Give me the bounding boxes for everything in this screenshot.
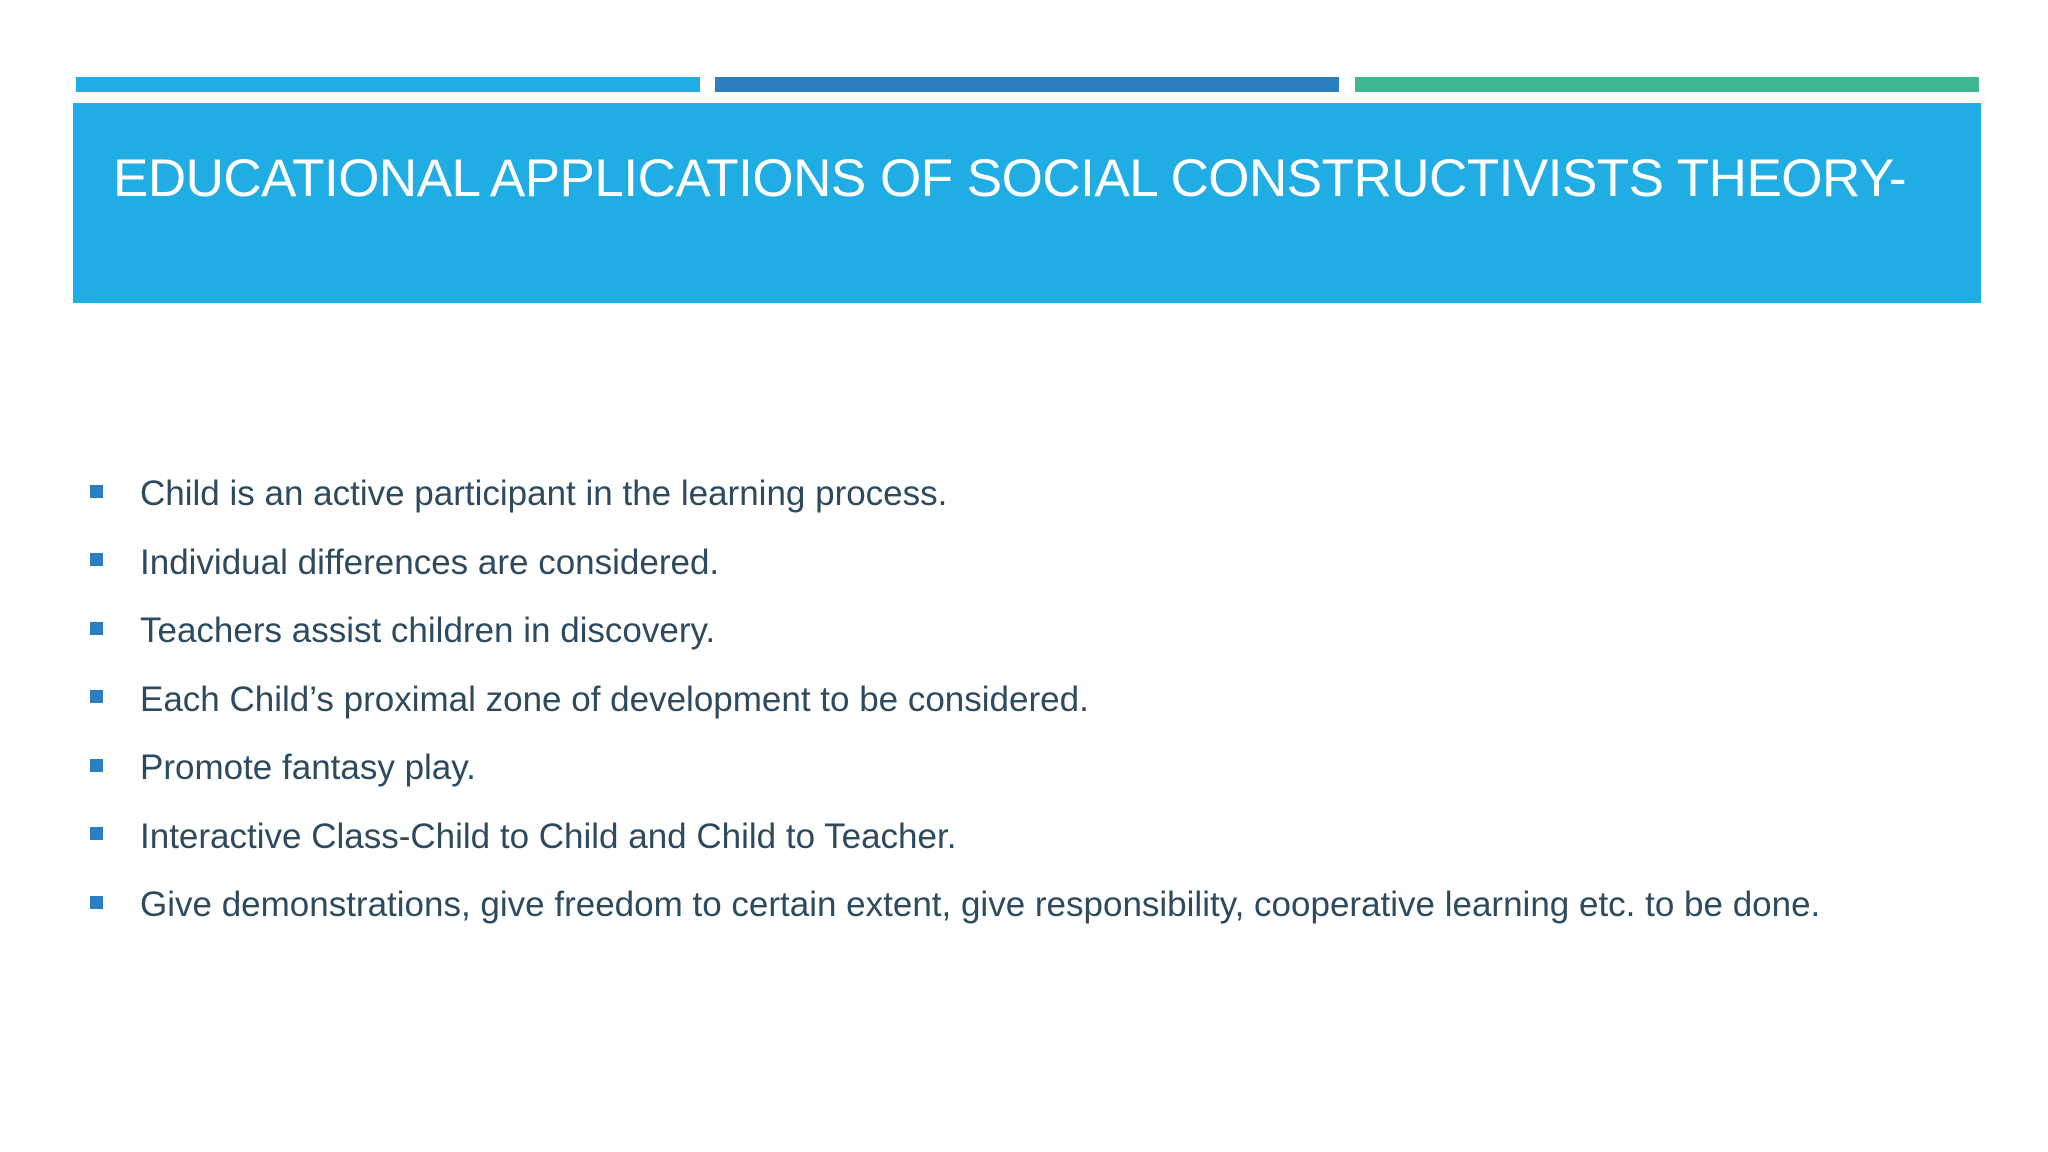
- bullet-text: Promote fantasy play.: [140, 748, 476, 788]
- square-bullet-icon: [90, 553, 103, 566]
- bullet-text: Individual differences are considered.: [140, 542, 720, 582]
- list-item: [90, 871, 1970, 940]
- list-item: [90, 803, 1970, 872]
- bullet-list: [90, 460, 1970, 940]
- list-item: [90, 529, 1970, 598]
- square-bullet-icon: [90, 759, 103, 772]
- list-item: [90, 734, 1970, 803]
- bullet-text: Give demonstrations, give freedom to certain extent, give responsibility, cooperative learning etc. to be done.: [140, 885, 1821, 925]
- bullet-text: Interactive Class-Child to Child and Child to Teacher.: [140, 816, 957, 856]
- square-bullet-icon: [90, 827, 103, 840]
- square-bullet-icon: [90, 622, 103, 635]
- title-band: [73, 103, 1981, 303]
- list-item: [90, 666, 1970, 735]
- bullet-text: Child is an active participant in the learning process.: [140, 474, 948, 514]
- slide-title: EDUCATIONAL APPLICATIONS OF SOCIAL CONSTRUCTIVISTS THEORY-: [113, 149, 1906, 208]
- square-bullet-icon: [90, 896, 103, 909]
- list-item: [90, 460, 1970, 529]
- square-bullet-icon: [90, 690, 103, 703]
- accent-bar-green: [1355, 77, 1979, 92]
- bullet-text: Teachers assist children in discovery.: [140, 611, 716, 651]
- square-bullet-icon: [90, 485, 103, 498]
- accent-bar-light-blue: [76, 77, 700, 92]
- bullet-text: Each Child’s proximal zone of development to be considered.: [140, 679, 1089, 719]
- list-item: [90, 597, 1970, 666]
- accent-bar-dark-blue: [715, 77, 1339, 92]
